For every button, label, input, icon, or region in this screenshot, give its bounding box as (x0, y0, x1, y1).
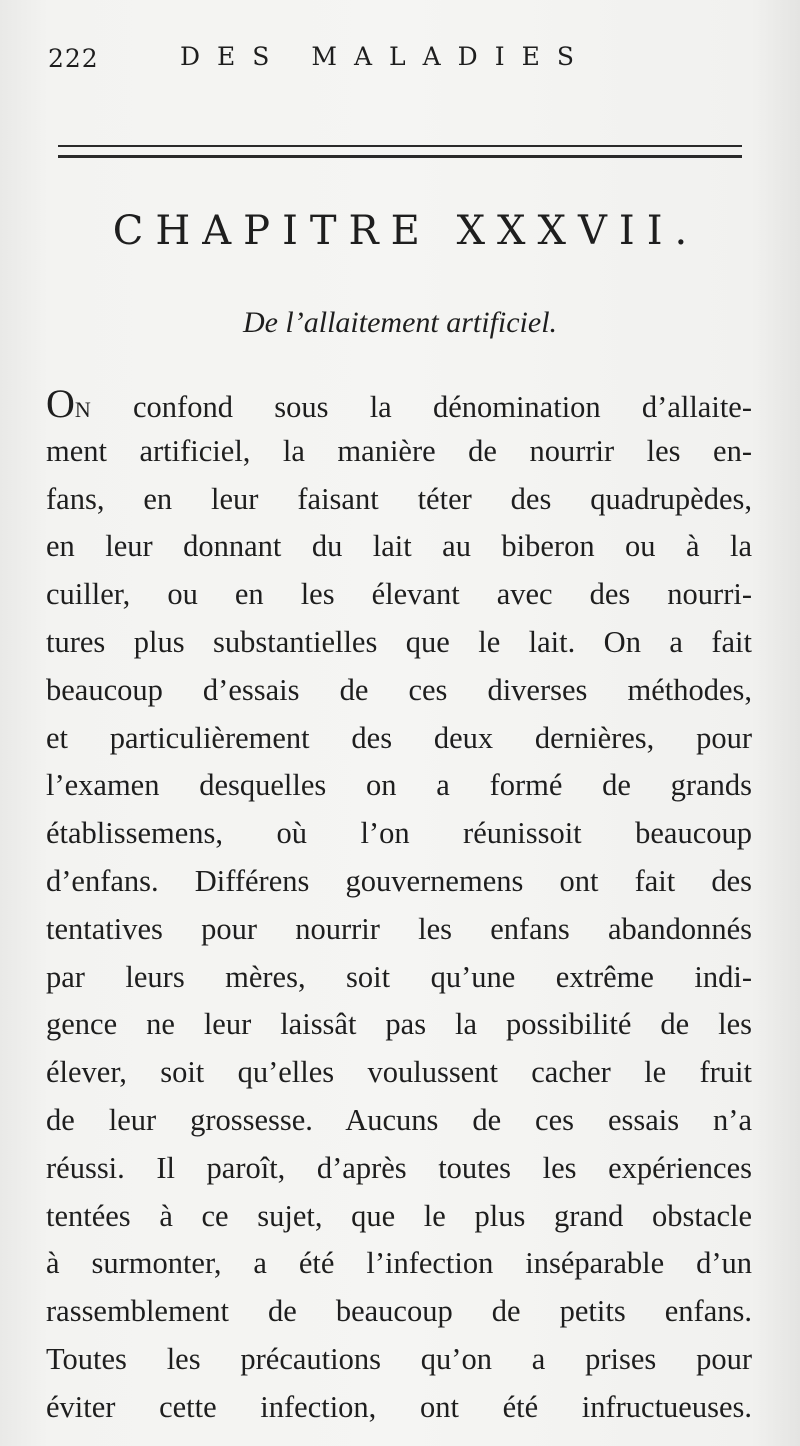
text-line: rassemblement de beaucoup de petits enfans. (46, 1294, 752, 1329)
text-line-last: éviter cette infection, ont été infructueuses. (46, 1389, 752, 1424)
first-line-text: confond sous la dénomination d’allaite- (91, 390, 752, 424)
text-line: à surmonter, a été l’infection inséparable d’un (46, 1246, 752, 1281)
text-line: tentatives pour nourrir les enfans abandonnés (46, 911, 752, 946)
text-line: de leur grossesse. Aucuns de ces essais n’a (46, 1102, 752, 1137)
text-line: ment artificiel, la manière de nourrir les en- (46, 433, 752, 468)
initial-letter: O (46, 381, 75, 426)
chapter-title: CHAPITRE XXXVII. (112, 208, 700, 254)
text-line: réussi. Il paroît, d’après toutes les expériences (46, 1150, 752, 1185)
text-line: l’examen desquelles on a formé de grands (46, 768, 752, 803)
text-line: tentées à ce sujet, que le plus grand obstacle (46, 1198, 752, 1233)
text-line-first (46, 380, 752, 428)
page-number: 222 (48, 44, 99, 73)
running-title: DES MALADIES (180, 42, 591, 71)
chapter-subtitle: De l’allaitement artificiel. (242, 306, 558, 339)
text-line: établissemens, où l’on réunissoit beaucoup (46, 816, 752, 851)
header-rule-top (58, 145, 742, 147)
text-line: élever, soit qu’elles voulussent cacher le fruit (46, 1055, 752, 1090)
running-head (48, 40, 748, 80)
text-line: Toutes les précautions qu’on a prises pour (46, 1341, 752, 1376)
text-line: d’enfans. Différens gouvernemens ont fait des (46, 863, 752, 898)
text-line: et particulièrement des deux dernières, pour (46, 720, 752, 755)
text-line: fans, en leur faisant téter des quadrupèdes, (46, 481, 752, 516)
text-line: gence ne leur laissât pas la possibilité de les (46, 1007, 752, 1042)
initial-smallcap: N (74, 397, 92, 422)
text-line: cuiller, ou en les élevant avec des nourri- (46, 577, 752, 612)
text-line: beaucoup d’essais de ces diverses méthodes, (46, 672, 752, 707)
header-rule-bottom (58, 155, 742, 158)
body-text (46, 380, 752, 1432)
text-line: en leur donnant du lait au biberon ou à la (46, 529, 752, 564)
text-line: par leurs mères, soit qu’une extrême indi- (46, 959, 752, 994)
text-line: tures plus substantielles que le lait. On a fait (46, 624, 752, 659)
